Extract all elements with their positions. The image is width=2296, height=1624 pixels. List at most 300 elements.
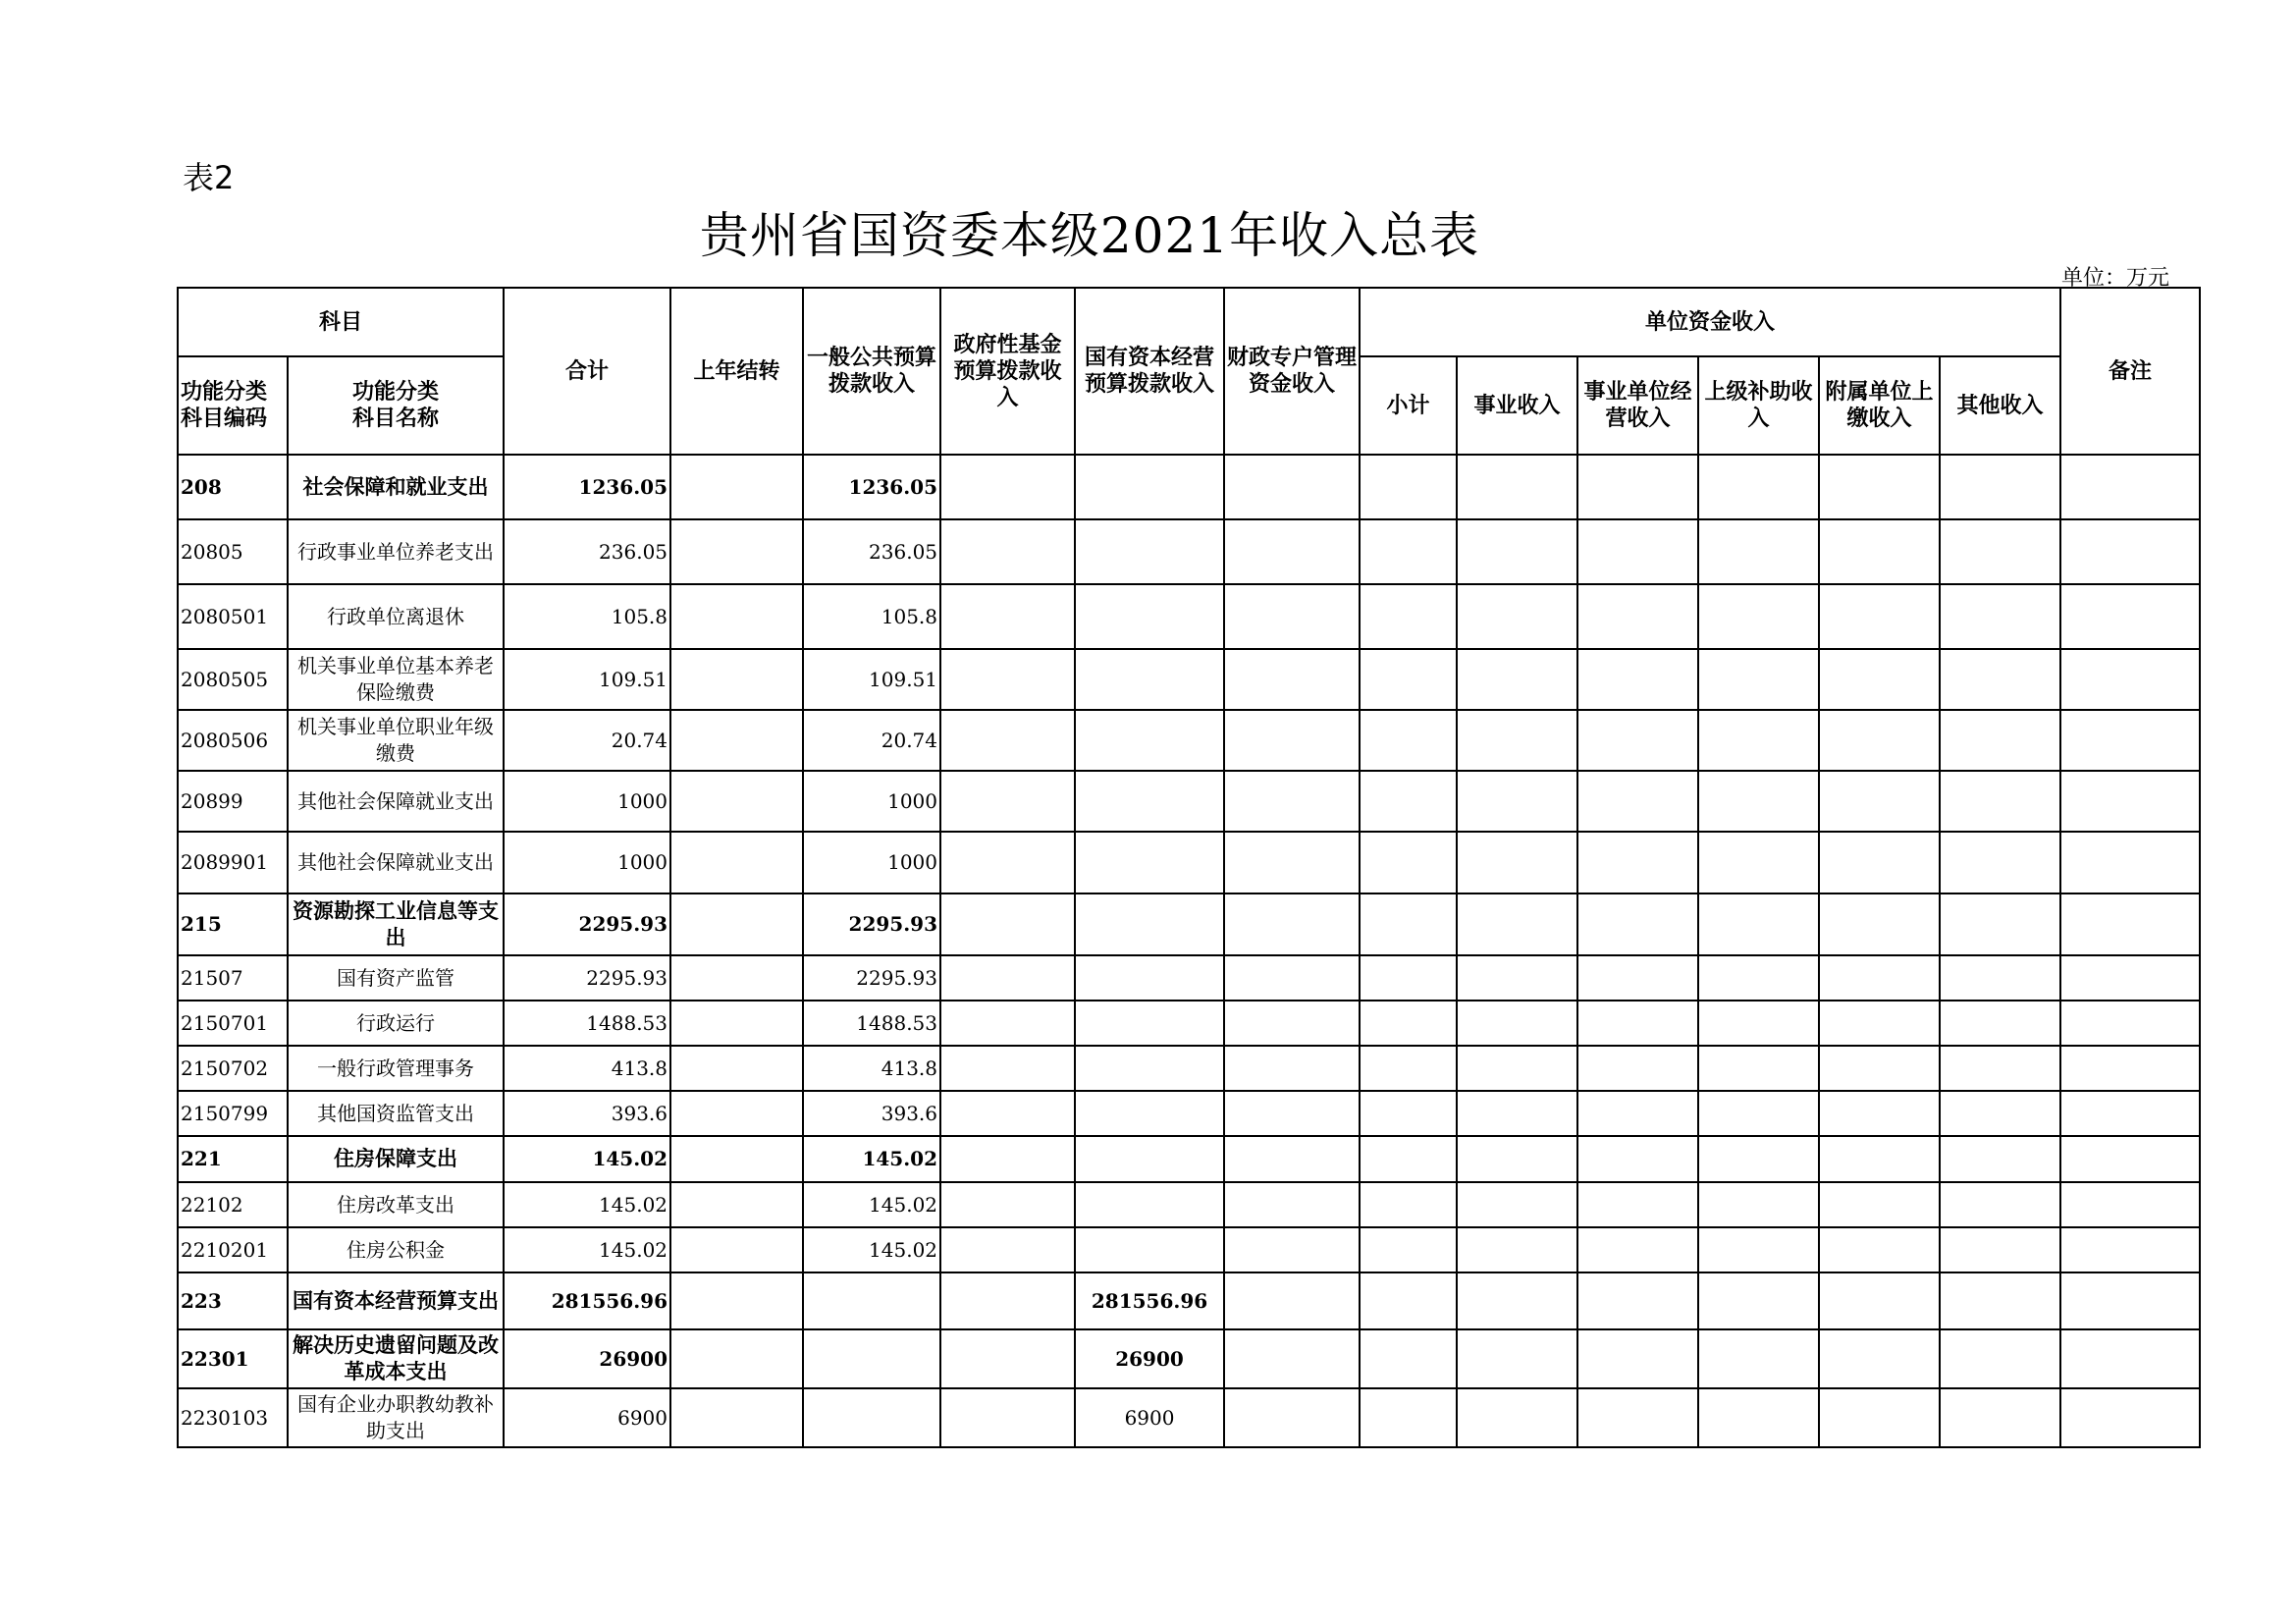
row-special-mgmt — [1224, 955, 1360, 1001]
row-subtotal — [1360, 1388, 1457, 1447]
row-business-income — [1457, 1136, 1577, 1182]
table-row — [178, 710, 2200, 771]
row-state-capital: 26900 — [1075, 1329, 1224, 1388]
row-subtotal — [1360, 1227, 1457, 1272]
row-gov-fund — [940, 649, 1075, 710]
row-code: 223 — [178, 1272, 288, 1329]
row-business-income — [1457, 1388, 1577, 1447]
header-subtotal: 小计 — [1360, 356, 1457, 455]
row-state-capital — [1075, 893, 1224, 955]
row-business-income — [1457, 832, 1577, 893]
row-total: 236.05 — [504, 519, 670, 584]
row-special-mgmt — [1224, 519, 1360, 584]
row-remarks — [2060, 710, 2200, 771]
row-carryover — [670, 1329, 803, 1388]
row-other-income — [1940, 710, 2060, 771]
row-name: 其他社会保障就业支出 — [288, 771, 504, 832]
row-state-capital — [1075, 1136, 1224, 1182]
row-other-income — [1940, 832, 2060, 893]
row-remarks — [2060, 1272, 2200, 1329]
row-gov-fund — [940, 1227, 1075, 1272]
row-total: 281556.96 — [504, 1272, 670, 1329]
row-code: 2080505 — [178, 649, 288, 710]
row-carryover — [670, 649, 803, 710]
table-row — [178, 649, 2200, 710]
table-row — [178, 1046, 2200, 1091]
table-row — [178, 1227, 2200, 1272]
row-superior-subsidy — [1698, 1046, 1819, 1091]
row-other-income — [1940, 1388, 2060, 1447]
row-other-income — [1940, 1091, 2060, 1136]
row-other-income — [1940, 584, 2060, 649]
row-name: 机关事业单位基本养老保险缴费 — [288, 649, 504, 710]
row-general-budget — [803, 1329, 940, 1388]
row-total: 1236.05 — [504, 455, 670, 519]
row-total: 393.6 — [504, 1091, 670, 1136]
row-subtotal — [1360, 893, 1457, 955]
row-code: 22301 — [178, 1329, 288, 1388]
row-subtotal — [1360, 584, 1457, 649]
row-total: 413.8 — [504, 1046, 670, 1091]
row-business-income — [1457, 1001, 1577, 1046]
row-total: 26900 — [504, 1329, 670, 1388]
row-other-income — [1940, 1136, 2060, 1182]
header-remarks: 备注 — [2060, 288, 2200, 455]
row-general-budget — [803, 1272, 940, 1329]
row-carryover — [670, 771, 803, 832]
row-code: 2089901 — [178, 832, 288, 893]
row-other-income — [1940, 1182, 2060, 1227]
row-state-capital — [1075, 1182, 1224, 1227]
row-operating-income — [1577, 455, 1698, 519]
row-remarks — [2060, 893, 2200, 955]
row-operating-income — [1577, 584, 1698, 649]
row-special-mgmt — [1224, 1046, 1360, 1091]
row-general-budget: 1000 — [803, 832, 940, 893]
row-subtotal — [1360, 1182, 1457, 1227]
table-row — [178, 1001, 2200, 1046]
income-summary-table — [177, 287, 2201, 1448]
row-superior-subsidy — [1698, 455, 1819, 519]
row-gov-fund — [940, 955, 1075, 1001]
row-other-income — [1940, 955, 2060, 1001]
header-unit-funds: 单位资金收入 — [1360, 288, 2060, 356]
row-carryover — [670, 710, 803, 771]
row-carryover — [670, 455, 803, 519]
row-carryover — [670, 1227, 803, 1272]
row-code: 2080506 — [178, 710, 288, 771]
row-code: 2150799 — [178, 1091, 288, 1136]
row-gov-fund — [940, 832, 1075, 893]
table-row — [178, 955, 2200, 1001]
table-body — [178, 455, 2200, 1447]
row-superior-subsidy — [1698, 649, 1819, 710]
row-general-budget: 1236.05 — [803, 455, 940, 519]
row-state-capital — [1075, 1091, 1224, 1136]
table-row — [178, 893, 2200, 955]
row-state-capital — [1075, 771, 1224, 832]
row-superior-subsidy — [1698, 1001, 1819, 1046]
row-name: 住房保障支出 — [288, 1136, 504, 1182]
row-code: 2210201 — [178, 1227, 288, 1272]
table-row — [178, 455, 2200, 519]
row-affiliate-payment — [1819, 1388, 1940, 1447]
row-special-mgmt — [1224, 771, 1360, 832]
row-total: 1000 — [504, 771, 670, 832]
row-subtotal — [1360, 771, 1457, 832]
row-code: 21507 — [178, 955, 288, 1001]
row-carryover — [670, 1388, 803, 1447]
row-state-capital: 6900 — [1075, 1388, 1224, 1447]
row-name: 其他国资监管支出 — [288, 1091, 504, 1136]
row-name: 解决历史遗留问题及改革成本支出 — [288, 1329, 504, 1388]
row-affiliate-payment — [1819, 1182, 1940, 1227]
row-state-capital — [1075, 955, 1224, 1001]
row-special-mgmt — [1224, 1091, 1360, 1136]
header-code: 功能分类科目编码 — [178, 356, 288, 455]
row-gov-fund — [940, 1388, 1075, 1447]
row-remarks — [2060, 1388, 2200, 1447]
row-operating-income — [1577, 1272, 1698, 1329]
row-superior-subsidy — [1698, 893, 1819, 955]
row-subtotal — [1360, 1001, 1457, 1046]
row-subtotal — [1360, 955, 1457, 1001]
row-carryover — [670, 832, 803, 893]
table-row — [178, 1272, 2200, 1329]
row-affiliate-payment — [1819, 1001, 1940, 1046]
row-operating-income — [1577, 1182, 1698, 1227]
row-total: 1488.53 — [504, 1001, 670, 1046]
row-remarks — [2060, 1001, 2200, 1046]
row-remarks — [2060, 1182, 2200, 1227]
row-name: 一般行政管理事务 — [288, 1046, 504, 1091]
row-general-budget: 1488.53 — [803, 1001, 940, 1046]
row-special-mgmt — [1224, 893, 1360, 955]
row-special-mgmt — [1224, 1227, 1360, 1272]
row-gov-fund — [940, 1136, 1075, 1182]
table-row — [178, 1136, 2200, 1182]
header-general-budget: 一般公共预算拨款收入 — [803, 288, 940, 455]
row-affiliate-payment — [1819, 1136, 1940, 1182]
row-name: 住房公积金 — [288, 1227, 504, 1272]
row-gov-fund — [940, 710, 1075, 771]
row-operating-income — [1577, 1388, 1698, 1447]
row-other-income — [1940, 455, 2060, 519]
row-carryover — [670, 1001, 803, 1046]
row-business-income — [1457, 893, 1577, 955]
row-special-mgmt — [1224, 1272, 1360, 1329]
header-name — [288, 356, 504, 455]
row-carryover — [670, 584, 803, 649]
row-affiliate-payment — [1819, 649, 1940, 710]
table-row — [178, 1329, 2200, 1388]
header-carryover: 上年结转 — [670, 288, 803, 455]
row-name: 国有资本经营预算支出 — [288, 1272, 504, 1329]
header-operating-income: 事业单位经营收入 — [1577, 356, 1698, 455]
row-special-mgmt — [1224, 1182, 1360, 1227]
row-general-budget: 393.6 — [803, 1091, 940, 1136]
row-total: 2295.93 — [504, 955, 670, 1001]
header-special-mgmt: 财政专户管理资金收入 — [1224, 288, 1360, 455]
row-general-budget: 145.02 — [803, 1227, 940, 1272]
row-operating-income — [1577, 519, 1698, 584]
row-other-income — [1940, 771, 2060, 832]
row-business-income — [1457, 584, 1577, 649]
row-gov-fund — [940, 584, 1075, 649]
row-code: 215 — [178, 893, 288, 955]
row-business-income — [1457, 455, 1577, 519]
row-name: 其他社会保障就业支出 — [288, 832, 504, 893]
row-state-capital — [1075, 519, 1224, 584]
row-carryover — [670, 893, 803, 955]
row-remarks — [2060, 832, 2200, 893]
table-row — [178, 519, 2200, 584]
row-subtotal — [1360, 832, 1457, 893]
row-state-capital — [1075, 1001, 1224, 1046]
header-name-line2: 科目名称 — [352, 406, 440, 431]
table-row — [178, 584, 2200, 649]
row-affiliate-payment — [1819, 1329, 1940, 1388]
row-code: 2150701 — [178, 1001, 288, 1046]
row-superior-subsidy — [1698, 1227, 1819, 1272]
table-row — [178, 1091, 2200, 1136]
row-gov-fund — [940, 1182, 1075, 1227]
row-affiliate-payment — [1819, 519, 1940, 584]
row-superior-subsidy — [1698, 955, 1819, 1001]
row-special-mgmt — [1224, 584, 1360, 649]
row-general-budget — [803, 1388, 940, 1447]
row-total: 1000 — [504, 832, 670, 893]
row-carryover — [670, 1272, 803, 1329]
row-general-budget: 20.74 — [803, 710, 940, 771]
row-affiliate-payment — [1819, 771, 1940, 832]
row-state-capital — [1075, 649, 1224, 710]
row-superior-subsidy — [1698, 1329, 1819, 1388]
row-subtotal — [1360, 519, 1457, 584]
row-affiliate-payment — [1819, 1272, 1940, 1329]
row-gov-fund — [940, 1046, 1075, 1091]
row-subtotal — [1360, 1329, 1457, 1388]
row-subtotal — [1360, 1272, 1457, 1329]
header-state-capital: 国有资本经营预算拨款收入 — [1075, 288, 1224, 455]
row-name: 行政单位离退休 — [288, 584, 504, 649]
row-subtotal — [1360, 649, 1457, 710]
row-total: 109.51 — [504, 649, 670, 710]
row-remarks — [2060, 649, 2200, 710]
row-business-income — [1457, 1272, 1577, 1329]
row-remarks — [2060, 455, 2200, 519]
row-superior-subsidy — [1698, 771, 1819, 832]
row-superior-subsidy — [1698, 832, 1819, 893]
row-business-income — [1457, 1329, 1577, 1388]
row-state-capital — [1075, 710, 1224, 771]
row-affiliate-payment — [1819, 955, 1940, 1001]
row-name: 国有企业办职教幼教补助支出 — [288, 1388, 504, 1447]
row-affiliate-payment — [1819, 1227, 1940, 1272]
row-operating-income — [1577, 832, 1698, 893]
row-gov-fund — [940, 519, 1075, 584]
row-operating-income — [1577, 1046, 1698, 1091]
row-code: 22102 — [178, 1182, 288, 1227]
row-special-mgmt — [1224, 832, 1360, 893]
row-business-income — [1457, 710, 1577, 771]
row-other-income — [1940, 1272, 2060, 1329]
row-gov-fund — [940, 893, 1075, 955]
page-title: 贵州省国资委本级2021年收入总表 — [699, 207, 1480, 264]
row-general-budget: 105.8 — [803, 584, 940, 649]
row-general-budget: 1000 — [803, 771, 940, 832]
row-state-capital — [1075, 1227, 1224, 1272]
row-business-income — [1457, 771, 1577, 832]
row-operating-income — [1577, 1136, 1698, 1182]
row-general-budget: 236.05 — [803, 519, 940, 584]
row-name: 住房改革支出 — [288, 1182, 504, 1227]
row-carryover — [670, 1091, 803, 1136]
row-total: 145.02 — [504, 1227, 670, 1272]
row-special-mgmt — [1224, 1329, 1360, 1388]
row-general-budget: 145.02 — [803, 1182, 940, 1227]
header-affiliate-payment: 附属单位上缴收入 — [1819, 356, 1940, 455]
row-remarks — [2060, 1046, 2200, 1091]
row-operating-income — [1577, 710, 1698, 771]
header-subject: 科目 — [178, 288, 504, 356]
row-subtotal — [1360, 1091, 1457, 1136]
row-state-capital — [1075, 1046, 1224, 1091]
row-name: 社会保障和就业支出 — [288, 455, 504, 519]
row-operating-income — [1577, 1091, 1698, 1136]
row-operating-income — [1577, 771, 1698, 832]
row-total: 20.74 — [504, 710, 670, 771]
row-gov-fund — [940, 1329, 1075, 1388]
row-special-mgmt — [1224, 1388, 1360, 1447]
row-name: 行政运行 — [288, 1001, 504, 1046]
row-special-mgmt — [1224, 649, 1360, 710]
row-total: 105.8 — [504, 584, 670, 649]
row-remarks — [2060, 1227, 2200, 1272]
row-affiliate-payment — [1819, 832, 1940, 893]
row-code: 208 — [178, 455, 288, 519]
row-name: 行政事业单位养老支出 — [288, 519, 504, 584]
row-code: 20805 — [178, 519, 288, 584]
row-general-budget: 109.51 — [803, 649, 940, 710]
row-superior-subsidy — [1698, 1136, 1819, 1182]
row-superior-subsidy — [1698, 1182, 1819, 1227]
row-superior-subsidy — [1698, 1272, 1819, 1329]
row-total: 6900 — [504, 1388, 670, 1447]
header-name-line1: 功能分类 — [352, 380, 440, 405]
row-state-capital — [1075, 832, 1224, 893]
row-affiliate-payment — [1819, 893, 1940, 955]
header-other-income: 其他收入 — [1940, 356, 2060, 455]
header-gov-fund: 政府性基金预算拨款收入 — [940, 288, 1075, 455]
row-affiliate-payment — [1819, 710, 1940, 771]
header-superior-subsidy: 上级补助收入 — [1698, 356, 1819, 455]
row-code: 2230103 — [178, 1388, 288, 1447]
row-operating-income — [1577, 955, 1698, 1001]
table-row — [178, 1182, 2200, 1227]
table-row — [178, 832, 2200, 893]
row-carryover — [670, 1136, 803, 1182]
table-row — [178, 771, 2200, 832]
row-carryover — [670, 955, 803, 1001]
row-other-income — [1940, 519, 2060, 584]
row-carryover — [670, 1182, 803, 1227]
row-other-income — [1940, 1227, 2060, 1272]
row-other-income — [1940, 1046, 2060, 1091]
row-code: 2150702 — [178, 1046, 288, 1091]
row-subtotal — [1360, 710, 1457, 771]
row-operating-income — [1577, 1227, 1698, 1272]
row-other-income — [1940, 893, 2060, 955]
row-other-income — [1940, 1001, 2060, 1046]
row-remarks — [2060, 771, 2200, 832]
row-carryover — [670, 519, 803, 584]
row-affiliate-payment — [1819, 455, 1940, 519]
row-superior-subsidy — [1698, 584, 1819, 649]
row-subtotal — [1360, 455, 1457, 519]
row-other-income — [1940, 649, 2060, 710]
row-operating-income — [1577, 1329, 1698, 1388]
row-gov-fund — [940, 1001, 1075, 1046]
row-total: 145.02 — [504, 1136, 670, 1182]
row-business-income — [1457, 955, 1577, 1001]
row-superior-subsidy — [1698, 1388, 1819, 1447]
row-superior-subsidy — [1698, 1091, 1819, 1136]
row-remarks — [2060, 584, 2200, 649]
row-general-budget: 2295.93 — [803, 955, 940, 1001]
row-remarks — [2060, 1329, 2200, 1388]
row-code: 20899 — [178, 771, 288, 832]
row-state-capital — [1075, 584, 1224, 649]
row-operating-income — [1577, 649, 1698, 710]
row-gov-fund — [940, 455, 1075, 519]
row-remarks — [2060, 1091, 2200, 1136]
row-code: 2080501 — [178, 584, 288, 649]
row-subtotal — [1360, 1046, 1457, 1091]
row-business-income — [1457, 1182, 1577, 1227]
row-total: 145.02 — [504, 1182, 670, 1227]
row-name: 国有资产监管 — [288, 955, 504, 1001]
row-special-mgmt — [1224, 710, 1360, 771]
row-name: 资源勘探工业信息等支出 — [288, 893, 504, 955]
row-superior-subsidy — [1698, 710, 1819, 771]
row-subtotal — [1360, 1136, 1457, 1182]
row-gov-fund — [940, 1091, 1075, 1136]
row-remarks — [2060, 1136, 2200, 1182]
table-number-label: 表2 — [183, 159, 235, 196]
row-code: 221 — [178, 1136, 288, 1182]
unit-label: 单位：万元 — [2061, 266, 2170, 291]
header-business-income: 事业收入 — [1457, 356, 1577, 455]
row-gov-fund — [940, 771, 1075, 832]
row-business-income — [1457, 1227, 1577, 1272]
row-carryover — [670, 1046, 803, 1091]
row-affiliate-payment — [1819, 1046, 1940, 1091]
header-total: 合计 — [504, 288, 670, 455]
row-other-income — [1940, 1329, 2060, 1388]
row-gov-fund — [940, 1272, 1075, 1329]
row-remarks — [2060, 519, 2200, 584]
row-business-income — [1457, 519, 1577, 584]
row-business-income — [1457, 1091, 1577, 1136]
row-special-mgmt — [1224, 1001, 1360, 1046]
row-operating-income — [1577, 1001, 1698, 1046]
row-operating-income — [1577, 893, 1698, 955]
row-total: 2295.93 — [504, 893, 670, 955]
row-general-budget: 2295.93 — [803, 893, 940, 955]
row-general-budget: 145.02 — [803, 1136, 940, 1182]
row-state-capital: 281556.96 — [1075, 1272, 1224, 1329]
